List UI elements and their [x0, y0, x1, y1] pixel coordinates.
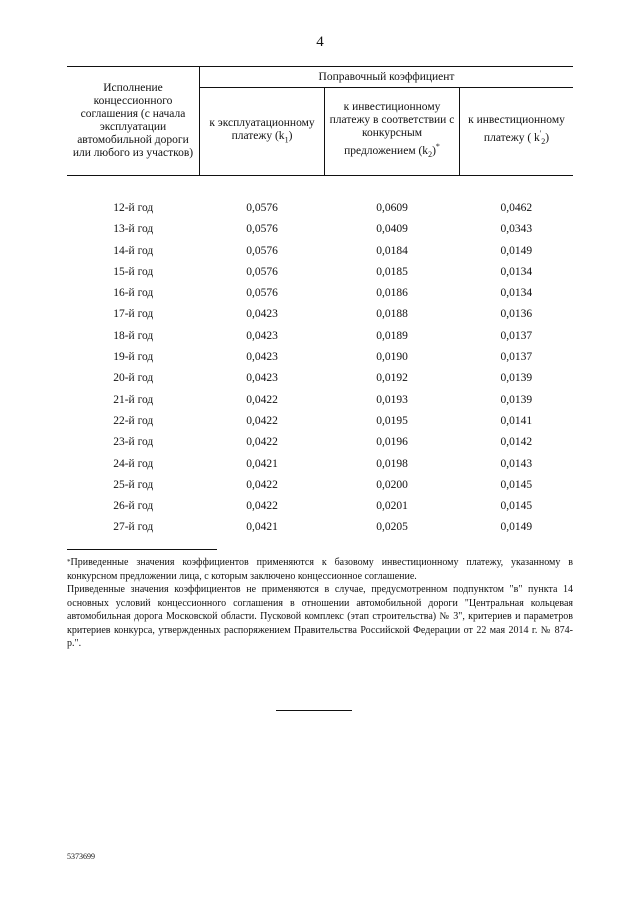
table-row — [67, 197, 573, 218]
header-execution: Исполнение концессионного соглашения (с начала эксплуатации автомобильной дороги или любого из участков) — [67, 67, 200, 176]
cell-k3: 0,0462 — [500, 201, 533, 214]
cell-year: 12-й год — [113, 201, 154, 214]
cell-k1: 0,0421 — [246, 521, 278, 534]
table-body — [67, 176, 573, 539]
cell-year: 26-й год — [113, 500, 154, 513]
table-row — [67, 495, 573, 516]
cell-k3: 0,0139 — [500, 372, 533, 385]
table-row — [67, 389, 573, 410]
cell-k1: 0,0423 — [246, 351, 278, 364]
cell-k2: 0,0188 — [376, 308, 408, 321]
cell-k2: 0,0185 — [376, 265, 408, 278]
cell-k2: 0,0609 — [376, 201, 408, 214]
cell-k1: 0,0576 — [246, 265, 278, 278]
table-row — [67, 219, 573, 240]
cell-k3: 0,0149 — [500, 244, 533, 257]
header-k1: к эксплуатационному платежу $(k_1)$ — [200, 88, 325, 176]
cell-k3: 0,0343 — [500, 223, 533, 236]
cell-year: 23-й год — [113, 436, 154, 449]
cell-k3: 0,0149 — [500, 521, 533, 534]
cell-k1: 0,0576 — [246, 287, 278, 300]
footnote-2: Приведенные значения коэффициентов не применяются в случае, предусмотренном подпунктом "в" пункта 14 основных условий концессионного соглашения в отношении автомобильной дороги "Центральная кольцевая автомобильная дорога Московской области. Пусковой комплекс (этап строительства) № 3", критериев и параметров критериев конкурса, утвержденных распоряжением Правительства Российской Федерации от 22 мая 2014 г. № 874-р.". — [67, 584, 573, 649]
cell-year: 22-й год — [113, 414, 154, 427]
cell-k3: 0,0139 — [500, 393, 533, 406]
cell-year: 25-й год — [113, 478, 154, 491]
cell-k1: 0,0422 — [246, 478, 278, 491]
cell-k2: 0,0196 — [376, 436, 408, 449]
table-row — [67, 432, 573, 453]
cell-k2: 0,0193 — [376, 393, 408, 406]
coefficient-table — [67, 66, 573, 538]
table-row — [67, 282, 573, 303]
cell-year: 24-й год — [113, 457, 154, 470]
cell-k1: 0,0422 — [246, 414, 278, 427]
cell-k3: 0,0134 — [500, 287, 533, 300]
table-row — [67, 474, 573, 495]
cell-k2: 0,0195 — [376, 414, 408, 427]
table-row — [67, 304, 573, 325]
cell-k2: 0,0201 — [376, 500, 408, 513]
table-row — [67, 240, 573, 261]
cell-k2: 0,0205 — [376, 521, 408, 534]
footnote-1: *Приведенные значения коэффициентов применяются к базовому инвестиционному платежу, указанному в конкурсном предложении лица, с которым заключено концессионное соглашение. — [67, 557, 573, 582]
cell-year: 15-й год — [113, 265, 154, 278]
cell-k2: 0,0184 — [376, 244, 408, 257]
cell-k2: 0,0200 — [376, 478, 408, 491]
cell-year: 21-й год — [113, 393, 154, 406]
document-id: 5373699 — [67, 852, 95, 861]
cell-year: 16-й год — [113, 287, 154, 300]
cell-k3: 0,0137 — [500, 329, 533, 342]
footnotes — [67, 556, 573, 651]
cell-k3: 0,0136 — [500, 308, 533, 321]
header-k2: к инвестиционному платежу в соответствии с конкурсным предложением $(k_2)^*$ — [325, 88, 460, 176]
cell-year: 13-й год — [113, 223, 154, 236]
cell-k1: 0,0423 — [246, 372, 278, 385]
table-row — [67, 346, 573, 367]
cell-year: 17-й год — [113, 308, 154, 321]
table-row — [67, 368, 573, 389]
cell-year: 19-й год — [113, 351, 154, 364]
table-row — [67, 517, 573, 538]
table-row — [67, 325, 573, 346]
header-correction-coefficient: Поправочный коэффициент — [200, 67, 574, 88]
cell-k1: 0,0422 — [246, 436, 278, 449]
cell-k1: 0,0576 — [246, 244, 278, 257]
cell-k1: 0,0423 — [246, 308, 278, 321]
cell-k3: 0,0145 — [500, 478, 533, 491]
cell-k2: 0,0198 — [376, 457, 408, 470]
cell-year: 20-й год — [113, 372, 154, 385]
cell-k1: 0,0576 — [246, 223, 278, 236]
header-k3: к инвестиционному платежу ( $k'_2$) — [460, 88, 574, 176]
cell-k2: 0,0186 — [376, 287, 408, 300]
cell-year: 27-й год — [113, 521, 154, 534]
page-number: 4 — [316, 34, 324, 50]
cell-k2: 0,0192 — [376, 372, 408, 385]
table-row — [67, 261, 573, 282]
end-divider — [276, 710, 352, 711]
cell-k1: 0,0422 — [246, 393, 278, 406]
cell-k1: 0,0422 — [246, 500, 278, 513]
table-row — [67, 410, 573, 431]
cell-k1: 0,0576 — [246, 201, 278, 214]
cell-k1: 0,0423 — [246, 329, 278, 342]
cell-year: 14-й год — [113, 244, 154, 257]
cell-k2: 0,0189 — [376, 329, 408, 342]
footnote-divider — [67, 549, 217, 550]
cell-k2: 0,0190 — [376, 351, 408, 364]
cell-k3: 0,0143 — [500, 457, 533, 470]
footnote-mark: * — [67, 558, 71, 566]
cell-k1: 0,0421 — [246, 457, 278, 470]
cell-k3: 0,0141 — [500, 414, 533, 427]
table-row — [67, 453, 573, 474]
cell-k3: 0,0142 — [500, 436, 533, 449]
cell-year: 18-й год — [113, 329, 154, 342]
cell-k3: 0,0134 — [500, 265, 533, 278]
cell-k3: 0,0137 — [500, 351, 533, 364]
cell-k3: 0,0145 — [500, 500, 533, 513]
cell-k2: 0,0409 — [376, 223, 408, 236]
